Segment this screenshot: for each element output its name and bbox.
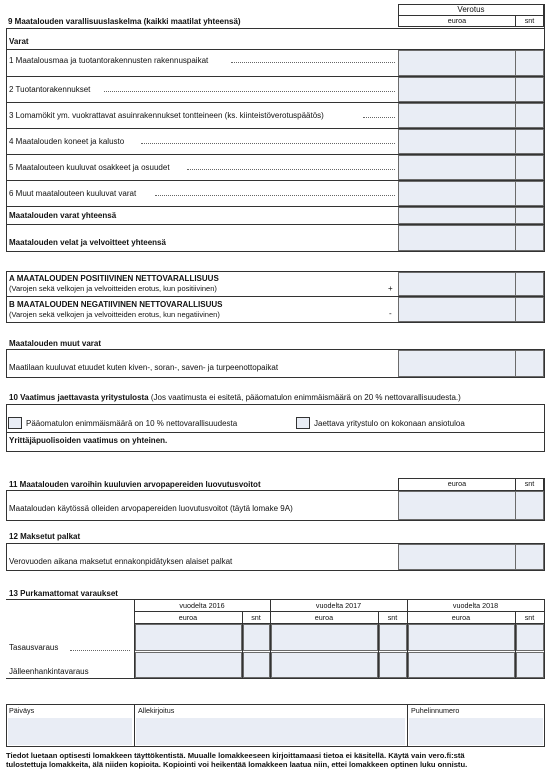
date-label: Päiväys (9, 706, 35, 715)
velat-total-label: Maatalouden velat ja velvoitteet yhteensä (9, 238, 166, 247)
varat-total-label: Maatalouden varat yhteensä (9, 211, 117, 220)
year-2017-label: vuodelta 2017 (315, 601, 362, 610)
sec11-row: Maataloudən käytössä olleiden arvopapereiden luovutusvoitot (täytä lomake 9A) (9, 504, 293, 513)
y2016-euroa-label: euroa (178, 613, 198, 622)
snt-label: snt (524, 16, 535, 25)
sec12-row: Verovuoden aikana maksetut ennakonpidätyksen alaiset palkat (9, 557, 233, 566)
net-b-sub: (Varojen sekä velkojen ja velvoitteiden erotus, kun negatiivinen) (9, 310, 220, 319)
euroa-label: euroa (447, 16, 467, 25)
section-9-title: 9 Maatalouden varallisuuslaskelma (kaikki maatilat yhteensä) (8, 17, 241, 26)
muut-varat-row: Maatilaan kuuluvat etuudet kuten kiven-, soran-, saven- ja turpeenottopaikat (9, 363, 279, 372)
year-2016-label: vuodelta 2016 (179, 601, 225, 610)
section-10-title-main: 10 Vaatimus jaettavasta yritystulosta (9, 393, 149, 402)
net-b-sign: - (389, 309, 392, 318)
footer-line-2: tulostettuja lomakkeita, älä niiden kopioita. Kopiointi voi heikentää lomakkeen laatua niin, ettei lomakkeen optinen luku onnistu. (6, 760, 468, 769)
option-ansiotulo-label: Jaettava yritystulo on kokonaan ansiotuloa (314, 419, 465, 428)
verotus-label: Verotus (457, 5, 485, 14)
option-10-percent-label: Pääomatulon enimmäismäärä on 10 % nettovarallisuudesta (26, 419, 238, 428)
varat-row-3: 3 Lomamökit ym. vuokrattavat asuinrakennukset tontteineen (ks. kiinteistöverotuspäätös) (9, 111, 324, 120)
spouse-joint-claim: Yrittäjäpuolisoiden vaatimus on yhteinen. (9, 436, 168, 445)
varat-row-5: 5 Maatalouteen kuuluvat osakkeet ja osuudet (9, 163, 170, 172)
signature-label: Allekirjoitus (138, 706, 175, 715)
muut-varat-title: Maatalouden muut varat (9, 339, 102, 348)
y2017-euroa-label: euroa (314, 613, 334, 622)
signature-input[interactable] (136, 718, 405, 745)
col-divider (407, 704, 408, 747)
net-a-sub: (Varojen sekä velkojen ja velvoitteiden erotus, kun positiivinen) (9, 284, 217, 293)
varat-heading: Varat (9, 37, 29, 46)
year-2018-label: vuodelta 2018 (452, 601, 499, 610)
varat-row-2: 2 Tuotantorakennukset (9, 85, 91, 94)
net-a-sign: + (388, 284, 393, 293)
section-13-title: 13 Purkamattomat varaukset (9, 589, 118, 598)
phone-label: Puhelinnumero (411, 706, 460, 715)
varat-row-6: 6 Muut maatalouteen kuuluvat varat (9, 189, 137, 198)
y2018-euroa-label: euroa (451, 613, 471, 622)
varat-row-4: 4 Maatalouden koneet ja kalusto (9, 137, 125, 146)
y2016-snt-label: snt (251, 613, 261, 622)
net-a-title: A MAATALOUDEN POSITIIVINEN NETTOVARALLISUUS (9, 274, 219, 283)
col-divider (134, 704, 135, 747)
section-11-title: 11 Maatalouden varoihin kuuluvien arvopapereiden luovutusvoitot (9, 480, 261, 489)
varat-row-1: 1 Maatalousmaa ja tuotantorakennusten rakennuspaikat (9, 56, 209, 65)
sec11-snt-label: snt (524, 479, 535, 488)
sec11-euroa-label: euroa (447, 479, 467, 488)
section-12-title: 12 Maksetut palkat (9, 532, 81, 541)
footer-line-1: Tiedot luetaan optisesti lomakkeen täyttökentistä. Muualle lomakkeeseen kirjoittamaasi tietoa ei käsitellä. Käytä vain vero.fi:stä (6, 751, 465, 760)
date-input[interactable] (8, 718, 132, 745)
section-10-title-note: (Jos vaatimusta ei esitetä, pääomatulon enimmäismäärä on 20 % nettovarallisuudesta.) (150, 393, 461, 402)
y2017-snt-label: snt (387, 613, 398, 622)
net-b-title: B MAATALOUDEN NEGATIIVINEN NETTOVARALLISUUS (9, 300, 223, 309)
y2018-snt-label: snt (524, 613, 535, 622)
tasausvaraus-label: Tasausvaraus (9, 643, 59, 652)
phone-input[interactable] (409, 718, 543, 745)
jalleenhankintavaraus-label: Jälleenhankintavaraus (9, 667, 89, 676)
